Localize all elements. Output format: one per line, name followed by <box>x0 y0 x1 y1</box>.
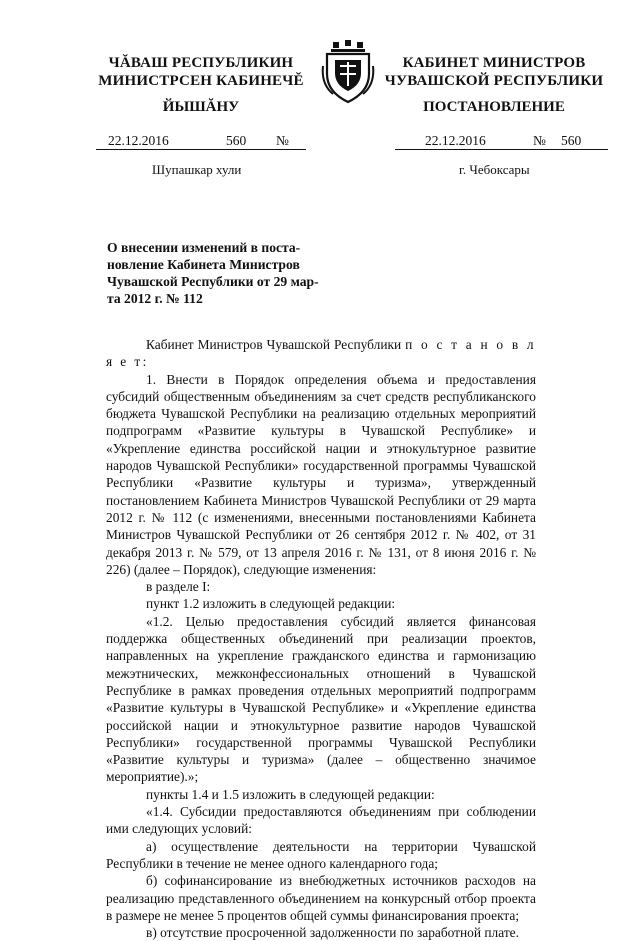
title-line: новление Кабинета Министров <box>107 257 300 272</box>
header-chuvash-line2: МИНИСТРСЕН КАБИНЕЧĔ <box>98 73 304 89</box>
number-russian: 560 <box>561 133 582 148</box>
header-russian <box>378 54 610 90</box>
resolution-title <box>107 239 332 307</box>
dateline-chuvash <box>96 131 306 150</box>
number-sign-russian: № <box>533 133 546 148</box>
doc-type-russian: ПОСТАНОВЛЕНИЕ <box>423 99 565 115</box>
body-paragraph: в) отсутствие просроченной задолженности по заработной плате. <box>146 925 519 941</box>
place-russian: г. Чебоксары <box>459 162 530 177</box>
header-chuvash <box>86 54 316 90</box>
body-paragraph: в разделе I: <box>146 579 211 595</box>
body-paragraph: 1. Внести в Порядок определения объема и предоставления субсидий общественным объединениям за счет средств республиканского бюджета Чувашской Республики на реализацию отдельных мероприятий подпрограмм «Развитие культуры в Чувашской Республике» и «Укрепление единства российской нации и этнокультурное развитие народов Чувашской Республики» государственной программы Чувашской Республики «Развитие культуры и туризма», утвержденный постановлением Кабинета Министров Чувашской Республики от 29 марта 2012 г. № 112 (с изменениями, внесенными постановлениями Кабинета Министров Чувашской Республики от 26 сентября 2012 г. № 402, от 31 декабря 2013 г. № 579, от 13 апреля 2016 г. № 131, от 8 июня 2016 г. № 226) (далее – Порядок), следующие изменения: <box>106 371 536 577</box>
title-line: О внесении изменений в поста- <box>107 240 301 255</box>
title-line: та 2012 г. № 112 <box>107 291 203 306</box>
header-chuvash-line1: ЧĂВАШ РЕСПУБЛИКИН <box>108 55 294 71</box>
date-chuvash: 22.12.2016 <box>108 133 169 148</box>
title-line: Чувашской Республики от 29 мар- <box>107 274 319 289</box>
intro-verb: п о с т а н о в л я е т: <box>106 337 536 370</box>
intro-subject: Кабинет Министров Чувашской Республики <box>146 337 402 352</box>
place-chuvash: Шупашкар хули <box>152 162 242 177</box>
doc-type-chuvash: ЙЫШĂНУ <box>162 99 240 115</box>
body-paragraph: а) осуществление деятельности на территории Чувашской Республики в течение не менее одного календарного года; <box>106 838 536 871</box>
body-paragraph: пункт 1.2 изложить в следующей редакции: <box>146 596 396 612</box>
body-paragraph: «1.2. Целью предоставления субсидий является финансовая поддержка общественных объединений при реализации проектов, направленных на укрепление гражданского единства и гармонизацию межэтнических, межконфессиональных отношений в Чувашской Республике в рамках проведения отдельных мероприятий подпрограмм «Развитие культуры в Чувашской Республике» и «Укрепление единства российской нации и этнокультурное развитие народов Чувашской Республики» государственной программы Чувашской Республики «Развитие культуры и туризма» (далее – общественно значимое мероприятие).»; <box>106 613 536 785</box>
dateline-russian <box>395 131 608 150</box>
coat-of-arms-emblem <box>321 40 375 106</box>
header-russian-line2: ЧУВАШСКОЙ РЕСПУБЛИКИ <box>384 73 604 89</box>
number-sign-chuvash: № <box>276 133 289 148</box>
header-russian-line1: КАБИНЕТ МИНИСТРОВ <box>402 55 586 71</box>
body-paragraph: «1.4. Субсидии предоставляются объединениям при соблюдении ими следующих условий: <box>106 804 536 837</box>
body-paragraph: пункты 1.4 и 1.5 изложить в следующей редакции: <box>146 786 435 802</box>
resolution-body <box>106 336 536 941</box>
date-russian: 22.12.2016 <box>425 133 486 148</box>
body-paragraph: б) софинансирование из внебюджетных источников расходов на реализацию представленного объединением на конкурсный отбор проекта в размере не менее 5 процентов общей суммы финансирования проекта; <box>106 873 536 923</box>
number-chuvash: 560 <box>226 133 247 148</box>
intro-paragraph <box>106 336 536 371</box>
